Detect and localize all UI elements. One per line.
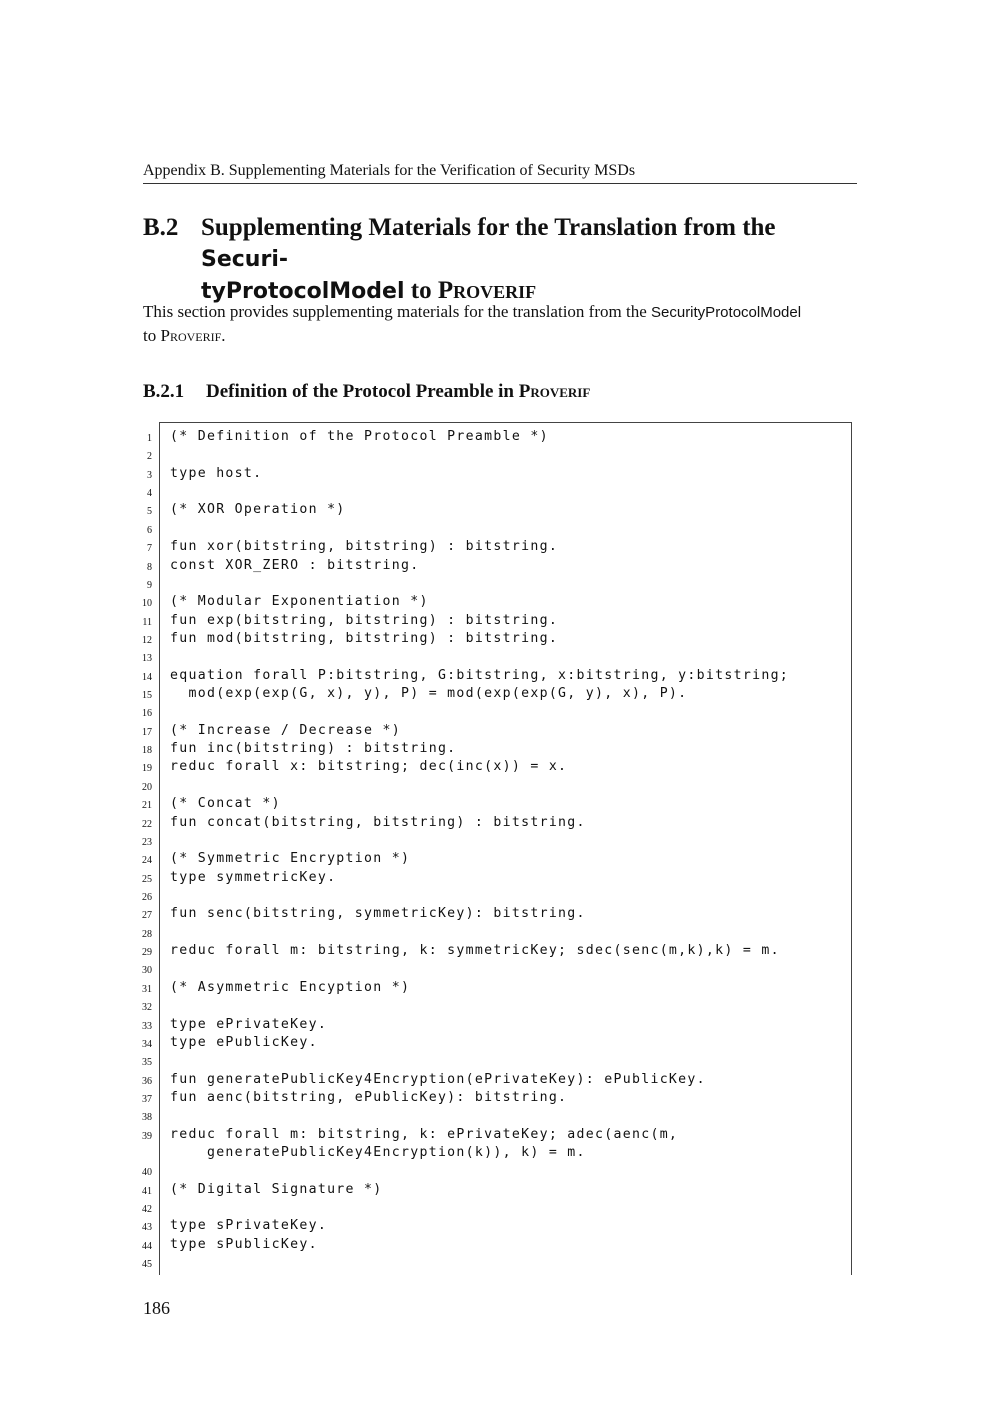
line-number: 32 [142, 1002, 152, 1014]
code-text: fun inc(bitstring) : bitstring. [170, 741, 457, 757]
line-number: 28 [142, 928, 152, 940]
line-number: 30 [142, 965, 152, 977]
code-line [0, 501, 900, 519]
code-line [0, 557, 900, 575]
code-text: equation forall P:bitstring, G:bitstring, x:bitstring, y:bitstring; [170, 667, 790, 683]
code-line [0, 722, 900, 740]
code-line [0, 1217, 900, 1235]
code-line [0, 1034, 900, 1052]
code-line [0, 1016, 900, 1034]
code-text: type sPublicKey. [170, 1236, 318, 1252]
section-title [143, 212, 857, 307]
code-line [0, 538, 900, 556]
section-title-model-a: Securi- [201, 247, 288, 272]
intro-paragraph [143, 300, 857, 347]
code-text: (* Increase / Decrease *) [170, 722, 401, 738]
code-line [0, 942, 900, 960]
code-text: type symmetricKey. [170, 869, 337, 885]
code-line [0, 446, 900, 464]
code-line [0, 483, 900, 501]
line-number: 2 [147, 451, 152, 463]
code-line [0, 814, 900, 832]
intro-tool-name: Proverif [160, 326, 222, 345]
code-text: (* Asymmetric Encyption *) [170, 979, 411, 995]
code-line [0, 1071, 900, 1089]
code-line [0, 740, 900, 758]
code-text: fun generatePublicKey4Encryption(ePrivateKey): ePublicKey. [170, 1071, 706, 1087]
code-line [0, 905, 900, 923]
subsection-number: B.2.1 [143, 381, 185, 402]
line-number: 4 [147, 488, 152, 500]
code-line [0, 1181, 900, 1199]
line-number: 44 [142, 1240, 152, 1252]
line-number: 3 [147, 469, 152, 481]
code-line [0, 593, 900, 611]
subsection-title-tool: Proverif [518, 381, 591, 402]
line-number: 10 [142, 598, 152, 610]
intro-model-name: SecurityProtocolModel [651, 304, 802, 321]
code-line [0, 869, 900, 887]
code-line [0, 612, 900, 630]
line-number: 16 [142, 708, 152, 720]
line-number: 33 [142, 1020, 152, 1032]
line-number: 14 [142, 671, 152, 683]
line-number: 35 [142, 1057, 152, 1069]
line-number: 37 [142, 1093, 152, 1105]
code-line [0, 1089, 900, 1107]
intro-text-2: to [143, 326, 161, 345]
line-number: 8 [147, 561, 152, 573]
line-number: 13 [142, 653, 152, 665]
code-line [0, 1236, 900, 1254]
line-number: 22 [142, 818, 152, 830]
code-text: reduc forall x: bitstring; dec(inc(x)) = x. [170, 759, 568, 775]
line-number: 26 [142, 891, 152, 903]
code-text: fun exp(bitstring, bitstring) : bitstring. [170, 612, 559, 628]
code-text: const XOR_ZERO : bitstring. [170, 557, 420, 573]
code-line [0, 1199, 900, 1217]
line-number: 41 [142, 1185, 152, 1197]
line-number: 40 [142, 1167, 152, 1179]
code-text: (* Symmetric Encryption *) [170, 851, 411, 867]
line-number: 43 [142, 1222, 152, 1234]
intro-text-3: . [221, 326, 226, 345]
code-text: fun aenc(bitstring, ePublicKey): bitstring. [170, 1089, 568, 1105]
code-text: reduc forall m: bitstring, k: ePrivateKey; adec(aenc(m, [170, 1126, 679, 1142]
line-number: 23 [142, 836, 152, 848]
line-number: 9 [147, 579, 152, 591]
running-header: Appendix B. Supplementing Materials for the Verification of Security MSDs [143, 160, 857, 184]
code-line [0, 997, 900, 1015]
line-number: 25 [142, 873, 152, 885]
line-number: 7 [147, 543, 152, 555]
code-text: type sPrivateKey. [170, 1218, 328, 1234]
line-number: 1 [147, 433, 152, 444]
code-text: fun mod(bitstring, bitstring) : bitstring. [170, 630, 559, 646]
code-line [0, 520, 900, 538]
line-number: 31 [142, 983, 152, 995]
line-number: 29 [142, 947, 152, 959]
line-number: 21 [142, 800, 152, 812]
code-line [0, 758, 900, 776]
code-text: (* Digital Signature *) [170, 1181, 383, 1197]
section-title-part2: to [404, 277, 438, 304]
code-text: fun concat(bitstring, bitstring) : bitstring. [170, 814, 586, 830]
line-number: 42 [142, 1204, 152, 1216]
code-line [0, 667, 900, 685]
line-number: 11 [142, 616, 152, 628]
code-line [0, 795, 900, 813]
code-text: (* XOR Operation *) [170, 502, 346, 518]
line-number: 18 [142, 745, 152, 757]
section-title-tool: Proverif [437, 277, 537, 304]
line-number: 20 [142, 781, 152, 793]
line-number: 5 [147, 506, 152, 518]
code-text: fun xor(bitstring, bitstring) : bitstring. [170, 539, 559, 555]
code-line [0, 1107, 900, 1125]
line-number: 6 [147, 524, 152, 536]
code-line [0, 1162, 900, 1180]
code-line [0, 979, 900, 997]
code-text: type host. [170, 465, 263, 481]
code-line [0, 1052, 900, 1070]
line-number: 38 [142, 1112, 152, 1124]
code-text: reduc forall m: bitstring, k: symmetricKey; sdec(senc(m,k),k) = m. [170, 943, 780, 959]
line-number: 39 [142, 1130, 152, 1142]
intro-text-1: This section provides supplementing materials for the translation from the [143, 302, 651, 321]
code-text: (* Modular Exponentiation *) [170, 594, 429, 610]
section-title-part1: Supplementing Materials for the Translation from the [201, 214, 776, 241]
line-number: 17 [142, 726, 152, 738]
code-line [0, 575, 900, 593]
subsection-title [143, 380, 857, 404]
line-number: 34 [142, 1038, 152, 1050]
line-number: 36 [142, 1075, 152, 1087]
code-text: generatePublicKey4Encryption(k)), k) = m. [170, 1145, 586, 1161]
code-text: type ePublicKey. [170, 1034, 318, 1050]
section-number: B.2 [143, 214, 179, 241]
section-title-model-b: tyProtocolModel [201, 279, 405, 304]
code-text: (* Concat *) [170, 796, 281, 812]
code-line [0, 887, 900, 905]
code-line [0, 630, 900, 648]
code-text: mod(exp(exp(G, x), y), P) = mod(exp(exp(G, y), x), P). [170, 686, 688, 702]
code-line [0, 777, 900, 795]
line-number: 45 [142, 1259, 152, 1271]
code-text: type ePrivateKey. [170, 1016, 328, 1032]
code-text: fun senc(bitstring, symmetricKey): bitstring. [170, 906, 586, 922]
code-line [0, 850, 900, 868]
section-title-text [201, 212, 857, 307]
code-line [0, 648, 900, 666]
line-number: 19 [142, 763, 152, 775]
line-number: 24 [142, 855, 152, 867]
code-listing [0, 428, 900, 1273]
line-number: 27 [142, 910, 152, 922]
code-line [0, 832, 900, 850]
code-line [0, 1144, 900, 1162]
code-line [0, 428, 900, 446]
code-line [0, 960, 900, 978]
code-line [0, 1126, 900, 1144]
code-text: (* Definition of the Protocol Preamble *) [170, 429, 549, 444]
code-line [0, 924, 900, 942]
line-number: 15 [142, 690, 152, 702]
code-line [0, 703, 900, 721]
code-line [0, 465, 900, 483]
code-line [0, 685, 900, 703]
page-number: 186 [143, 1298, 170, 1318]
subsection-title-text: Definition of the Protocol Preamble in [206, 381, 519, 402]
line-number: 12 [142, 634, 152, 646]
code-line [0, 1254, 900, 1272]
